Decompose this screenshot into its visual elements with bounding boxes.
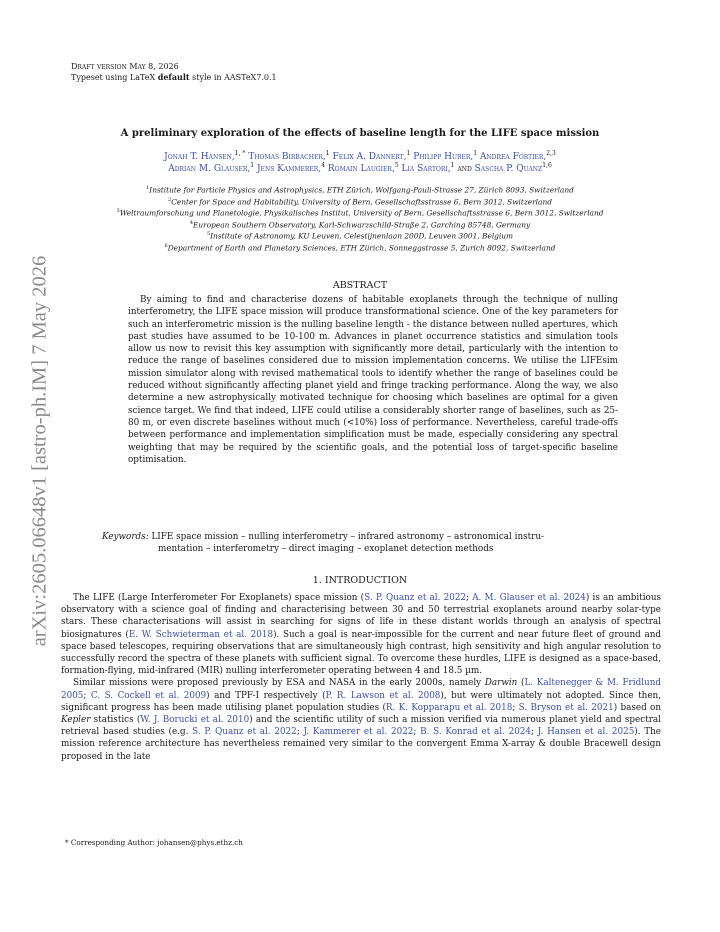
text-run: ; — [413, 727, 421, 738]
citation-link[interactable]: W. J. Borucki et al. 2010 — [140, 715, 250, 726]
citation-link[interactable]: C. S. Cockell et al. 2009 — [90, 690, 207, 701]
introduction-body — [61, 592, 661, 763]
affiliation-line — [40, 183, 680, 195]
citation-link[interactable]: J. Kammerer et al. 2022 — [303, 727, 414, 738]
affiliation-text: European Southern Observatory, Karl-Schwarzschild-Straße 2, Garching 85748, Germany — [193, 220, 531, 230]
citation-link[interactable]: E. W. Schwieterman et al. 2018 — [128, 629, 274, 640]
keywords-label: Keywords: — [102, 532, 149, 542]
text-run: ) and TPF-I respectively ( — [206, 690, 326, 701]
keywords-block — [102, 531, 622, 556]
affiliation-line — [40, 241, 680, 253]
text-run: ) based on — [613, 702, 662, 713]
text-run: ; — [466, 593, 473, 603]
text-run: ; — [296, 727, 304, 738]
keywords-line-1: LIFE space mission – nulling interferometry – infrared astronomy – astronomical instru- — [151, 532, 545, 542]
affiliation-number: 4 — [189, 219, 194, 226]
citation-link[interactable]: S. P. Quanz et al. 2022 — [364, 593, 467, 603]
author-affiliation-marker: 4 — [321, 162, 325, 169]
citation-link[interactable]: R. K. Kopparapu et al. 2018 — [385, 702, 513, 713]
affiliation-line — [40, 229, 680, 241]
author-name[interactable]: Jonah T. Hansen, — [164, 152, 235, 162]
affiliation-number: 6 — [164, 243, 168, 249]
author-affiliation-marker: 1,6 — [542, 162, 552, 169]
keywords-line-2: mentation – interferometry – direct imaging – exoplanet detection methods — [158, 544, 494, 555]
author-affiliation-marker: 1 — [325, 150, 330, 157]
author-and-word: and — [457, 164, 475, 174]
text-run: ; — [512, 702, 519, 713]
typeset-line: Typeset using LaTeX default style in AASTeX7.0.1 — [71, 72, 277, 82]
citation-link[interactable]: A. M. Glauser et al. 2024 — [472, 593, 586, 603]
text-run: ), but were ultimately not adopted. Since then, significant progress has been made utilising planet population studies ( — [61, 690, 661, 713]
affiliation-text: Institute for Particle Physics and Astrophysics, ETH Zürich, Wolfgang-Pauli-Strasse 27, Zürich 8093, Switzerland — [149, 185, 574, 195]
section-heading-introduction: 1. INTRODUCTION — [312, 575, 408, 586]
affiliation-text: Institute of Astronomy, KU Leuven, Celestijnenlaan 200D, Leuven 3001, Belgium — [210, 231, 514, 241]
author-affiliation-marker: 1 — [473, 150, 478, 157]
affiliation-text: Weltraumforschung und Planetologie, Physikalisches Institut, University of Bern, Gesellschaftsstrasse 6, Bern 3012, Switzerland — [119, 208, 604, 218]
author-name[interactable]: Lia Sartori, — [401, 164, 451, 174]
citation-link[interactable]: S. P. Quanz et al. 2022 — [192, 727, 297, 738]
affiliation-number: 1 — [146, 185, 150, 191]
abstract-paragraph: By aiming to find and characterise dozens of habitable exoplanets through the technique of nulling interferometry, the LIFE space mission will produce transformational science. One of the key parameters for such an interferometric mission is the nulling baseline length - the distance between nulled apertures, which past studies have assumed to be 10-100 m. Advances in planet occurrence statistics and simulation tools allow us now to revisit this key assumption with significantly more detail, particularly with the intention to reduce the range of baselines considered due to mission implementation concerns. We utilise the LIFEsim mission simulator along with revised mathematical tools to identify whether the range of baselines could be reduced without significantly affecting planet yield and fringe tracking performance. Along the way, we also determine a new astrophysically motivated technique for choosing which baselines are optimal for a given science target. We find that indeed, LIFE could utilise a considerably shorter range of baselines, such as 25-80 m, or even discrete baselines without much (<10%) loss of performance. Nevertheless, careful trade-offs between performance and implementation simplification must be made, especially considering any spectral weighting that may be required by the scientific goals, and the potential loss of target-specific baseline optimisation. — [128, 295, 618, 465]
affiliation-line — [40, 206, 680, 218]
text-run: ; — [83, 690, 91, 701]
affiliation-line — [40, 218, 680, 230]
citation-link[interactable]: L. Kaltenegger & M. Fridlund 2005 — [61, 678, 661, 701]
corresponding-author-footnote: * Corresponding Author: johansen@phys.ethz.ch — [65, 838, 243, 847]
intro-paragraph-2 — [61, 677, 661, 762]
text-run: ) is an ambitious observatory with a science goal of finding and characterising between 30 and 50 terrestrial exoplanets around nearby solar-type stars. These characterisations will assist in searching for signs of life in these distant worlds through an analysis of spectral biosignatures ( — [61, 593, 662, 640]
affiliation-line — [40, 195, 680, 207]
author-name[interactable]: Thomas Birbacher, — [248, 152, 326, 162]
text-run: Similar missions were proposed previously by ESA and NASA in the early 2000s, namely — [73, 678, 485, 689]
author-affiliation-marker: 1 — [406, 150, 411, 157]
text-run: ). Such a goal is near-impossible for the current and near future fleet of ground and space based telescopes, requiring observations that are simultaneously high contrast, high sensitivity and high angular resolution to successfully record the spectra of these planets with sufficient signal. To overcome these hurdles, LIFE is designed as a space-based, formation-flying, mid-infrared (MIR) nulling interferometer operating between 4 and 18.5 µm. — [61, 629, 661, 677]
author-line-2 — [60, 160, 660, 175]
author-affiliation-marker: 5 — [394, 162, 399, 169]
abstract-heading: ABSTRACT — [332, 280, 388, 291]
affiliation-number: 5 — [206, 231, 211, 238]
author-name[interactable]: Adrian M. Glauser, — [168, 164, 251, 174]
text-run: ( — [517, 678, 525, 689]
author-affiliation-marker: 2,3 — [546, 150, 556, 157]
arxiv-identifier-stamp: arXiv:2605.06648v1 [astro-ph.IM] 7 May 2026 — [28, 255, 51, 647]
author-name[interactable]: Felix A. Dannert, — [332, 152, 407, 162]
author-name[interactable]: Philipp Huber, — [413, 152, 474, 162]
affiliation-number: 2 — [168, 196, 172, 203]
author-affiliation-marker: 1 — [450, 162, 455, 169]
italic-term: Darwin — [484, 678, 518, 689]
text-run: statistics ( — [90, 715, 141, 726]
text-run: ) and the scientific utility of such a mission verified via numerous planet yield and spectral retrieval based studies (e.g. — [61, 715, 661, 738]
citation-link[interactable]: B. S. Konrad et al. 2024 — [420, 727, 531, 738]
text-run: ; — [531, 727, 538, 738]
italic-term: Kepler — [61, 715, 91, 726]
author-affiliation-marker: 1, * — [234, 150, 246, 157]
author-name[interactable]: Sascha P. Quanz — [474, 164, 543, 174]
citation-link[interactable]: S. Bryson et al. 2021 — [518, 702, 614, 713]
draft-version-line: Draft version May 8, 2026 — [71, 62, 179, 71]
affiliation-text: Center for Space and Habitability, University of Bern, Gesellschaftsstrasse 6, Bern 3012, Switzerland — [171, 197, 552, 207]
author-name[interactable]: Romain Laugier, — [327, 164, 395, 174]
author-name[interactable]: Jens Kammerer, — [256, 164, 322, 174]
intro-paragraph-1 — [61, 592, 661, 677]
citation-link[interactable]: P. R. Lawson et al. 2008 — [325, 690, 441, 701]
abstract-body — [128, 294, 618, 466]
affiliation-text: Department of Earth and Planetary Sciences, ETH Zürich, Sonneggstrasse 5, Zurich 8092, Switzerland — [167, 243, 556, 253]
latex-logo: LaTeX — [129, 73, 156, 82]
text-run: The LIFE (Large Interferometer For Exoplanets) space mission ( — [73, 593, 365, 603]
citation-link[interactable]: J. Hansen et al. 2025 — [537, 727, 635, 738]
author-affiliation-marker: 1 — [250, 162, 255, 169]
paper-title: A preliminary exploration of the effects of baseline length for the LIFE space mission — [120, 128, 600, 139]
text-run: ). The mission reference architecture has nevertheless remained very similar to the convergent Emma X-array & double Bracewell design proposed in the late — [61, 727, 662, 762]
affiliation-number: 3 — [116, 208, 120, 215]
author-name[interactable]: Andrea Fortier, — [479, 152, 547, 162]
